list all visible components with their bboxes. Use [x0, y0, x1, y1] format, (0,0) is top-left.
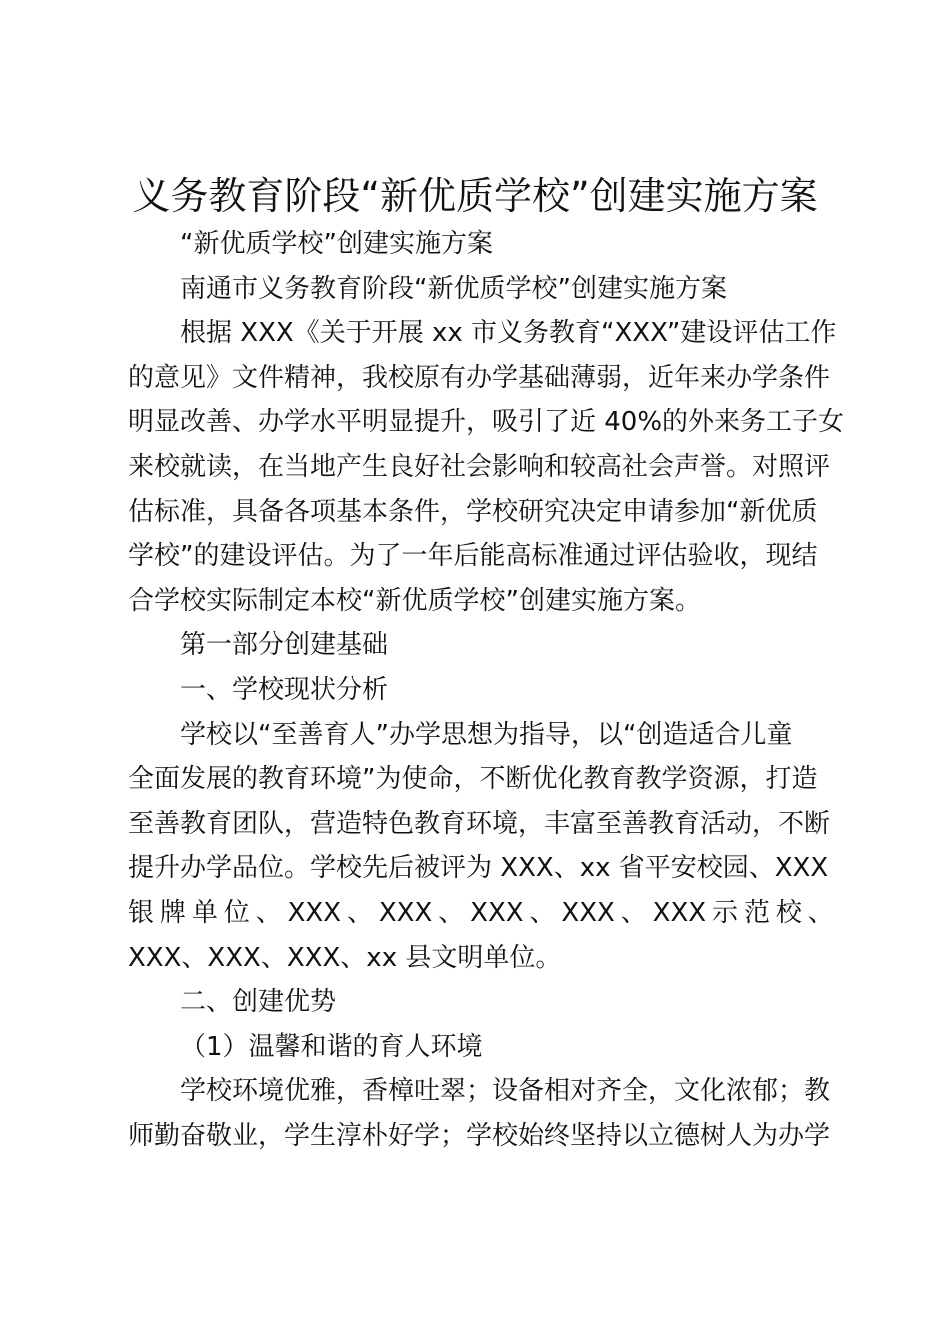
paragraph-line: 估标准，具备各项基本条件，学校研究决定申请参加“新优质 [128, 496, 818, 527]
justified-line [128, 891, 834, 936]
justified-token: XXX [470, 897, 524, 928]
justified-token: 、 [807, 897, 834, 928]
justified-token: 、 [438, 897, 465, 928]
justified-token: 、 [346, 897, 373, 928]
justified-token: 牌 [159, 897, 186, 928]
justified-token: 、 [255, 897, 282, 928]
paragraph-line: 全面发展的教育环境”为使命，不断优化教育教学资源，打造 [128, 764, 818, 795]
paragraph-line: 来校就读，在当地产生良好社会影响和较高社会声誉。对照评 [128, 451, 831, 482]
paragraph-line: XXX、XXX、XXX、xx 县文明单位。 [128, 942, 562, 973]
document-body [128, 222, 845, 1158]
document-title: 义务教育阶段“新优质学校”创建实施方案 [132, 174, 818, 218]
paragraph-line: 根据 XXX《关于开展 xx 市义务教育“XXX”建设评估工作 [180, 318, 837, 349]
paragraph-line: 学校环境优雅，香樟吐翠；设备相对齐全，文化浓郁；教 [180, 1076, 831, 1107]
paragraph-line: 明显改善、办学水平明显提升，吸引了近 40%的外来务工子女 [128, 407, 845, 438]
paragraph-line: 师勤奋敬业，学生淳朴好学；学校始终坚持以立德树人为办学 [128, 1120, 831, 1151]
justified-token: 单 [191, 897, 218, 928]
subtitle-line: “新优质学校”创建实施方案 [180, 229, 493, 259]
subtitle-line: 南通市义务教育阶段“新优质学校”创建实施方案 [180, 273, 727, 304]
justified-token: 、 [620, 897, 647, 928]
paragraph-line: 学校以“至善育人”办学思想为指导，以“创造适合儿童 [180, 719, 793, 750]
paragraph-line: 学校”的建设评估。为了一年后能高标准通过评估验收，现结 [128, 541, 818, 572]
section-heading: 一、学校现状分析 [180, 674, 389, 705]
paragraph-line: 至善教育团队，营造特色教育环境，丰富至善教育活动，不断 [128, 808, 831, 839]
justified-token: XXX [652, 897, 707, 928]
justified-token: 范 [743, 897, 770, 928]
section-heading: 二、创建优势 [180, 987, 337, 1018]
justified-token: XXX [287, 897, 342, 928]
justified-token: 位 [223, 897, 250, 928]
justified-token: 银 [128, 897, 155, 928]
subsection-heading: （1）温馨和谐的育人环境 [180, 1031, 483, 1062]
justified-token: XXX [378, 897, 433, 928]
paragraph-line: 合学校实际制定本校“新优质学校”创建实施方案。 [128, 585, 701, 616]
section-heading: 第一部分创建基础 [180, 630, 389, 661]
paragraph-line: 的意见》文件精神，我校原有办学基础薄弱，近年来办学条件 [128, 362, 831, 393]
justified-token: 校 [775, 897, 802, 928]
justified-token: XXX [561, 897, 615, 928]
justified-token: 示 [712, 897, 739, 928]
paragraph-line: 提升办学品位。学校先后被评为 XXX、xx 省平安校园、XXX [128, 853, 829, 884]
justified-token: 、 [529, 897, 556, 928]
